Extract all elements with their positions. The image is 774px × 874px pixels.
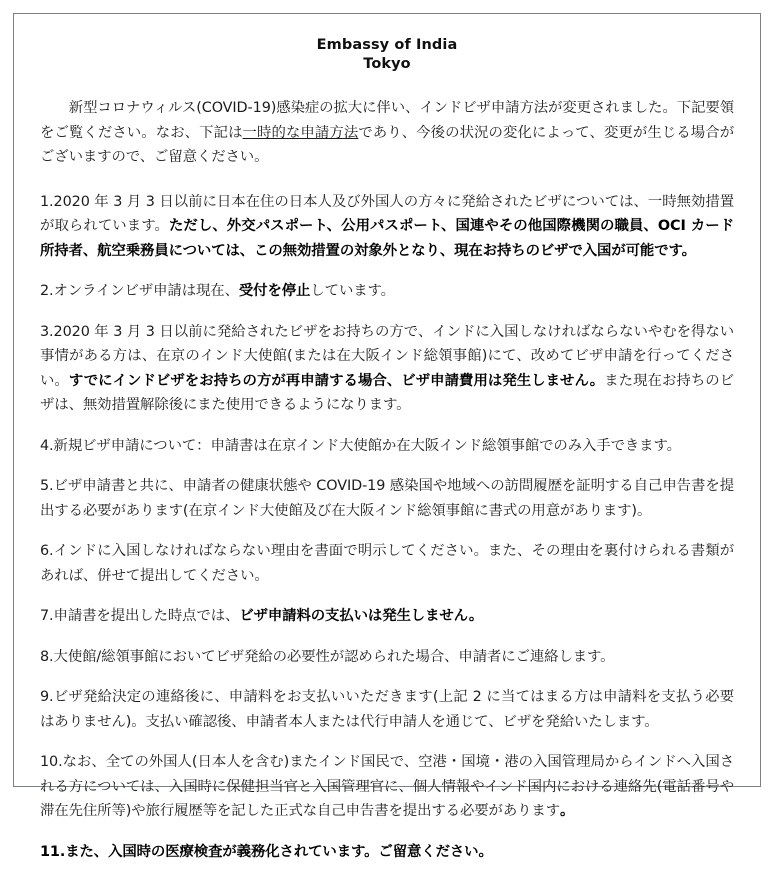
header-line-city: Tokyo — [363, 56, 411, 72]
list-item-8 — [40, 645, 734, 670]
list-item-10 — [40, 750, 734, 824]
item7-text-normal: 7.申請書を提出した時点では、 — [40, 608, 240, 624]
item7-text-bold: ビザ申請料の支払いは発生しません。 — [239, 608, 484, 624]
document-body — [14, 14, 760, 874]
list-item-11 — [40, 840, 734, 865]
list-item-3 — [40, 320, 734, 418]
item2-text-normal-b: しています。 — [310, 283, 395, 299]
item2-text-bold: 受付を停止 — [238, 283, 311, 299]
item2-text-normal-a: 2.オンラインビザ申請は現在、 — [40, 283, 239, 299]
item9-text: 9.ビザ発給決定の連絡後に、申請料をお支払いいただきます(上記 2 に当てはまる方は申請料を支払う必要はありません)。支払い確認後、申請者本人または代行申請人を通じて、ビザを発給いたします。 — [40, 689, 734, 730]
item10-text-normal: 10.なお、全ての外国人(日本人を含む)またインド国民で、空港・国境・港の入国管理局からインドへ入国される方については、入国時に保健担当官と入国管理官に、個人情報やインド国内における連絡先(電話番号や滞在先住所等)や旅行履歴等を記した正式な自己申告書を提出する必要があります — [40, 754, 734, 819]
item6-text: 6.インドに入国しなければならない理由を書面で明示してください。また、その理由を裏付けられる書類があれば、併せて提出してください。 — [40, 543, 734, 584]
intro-text-part2: であり、今後の状況の変化によって、変更が生じる場合がございますので、ご留意ください。 — [40, 124, 734, 165]
item3-text-bold: すでにインドビザをお持ちの方が再申請する場合、ビザ申請費用は発生しません。 — [68, 372, 605, 389]
list-item-4 — [40, 434, 734, 459]
item10-text-bold-period: 。 — [559, 803, 575, 819]
header-line-embassy: Embassy of India — [316, 37, 458, 53]
list-item-1 — [40, 190, 734, 264]
item1-text-normal: 1.2020 年 3 月 3 日以前に日本在住の日本人及び外国人の方々に発給されたビザについては、一時無効措置が取られています。 — [40, 193, 734, 234]
list-item-5 — [40, 474, 734, 523]
item3-text-normal-b: また現在お持ちのビザは、無効措置解除後にまた使用できるようになります。 — [40, 372, 734, 413]
item4-text: 4.新規ビザ申請について：申請書は在京インド大使館か在大阪インド総領事館でのみ入手できます。 — [40, 437, 681, 454]
document-header — [40, 36, 734, 74]
intro-text-part1: 新型コロナウィルス(COVID-19)感染症の拡大に伴い、インドビザ申請方法が変更されました。下記要領をご覧ください。なお、下記は — [40, 100, 734, 141]
item3-text-normal-a: 3.2020 年 3 月 3 日以前に発給されたビザをお持ちの方で、インドに入国しなければならないやむを得ない事情がある方は、在京のインド大使館(または在大阪インド総領事館)にて、改めてビザ申請を行ってください。 — [40, 323, 734, 389]
document-frame — [13, 13, 761, 860]
item5-text: 5.ビザ申請書と共に、申請者の健康状態や COVID-19 感染国や地域への訪問履歴を証明する自己申告書を提出する必要があります(在京インド大使館及び在大阪インド総領事館に書式の用意があります)。 — [40, 478, 734, 519]
intro-underlined-phrase: 一時的な申請方法 — [242, 124, 359, 141]
list-item-6 — [40, 539, 734, 588]
item11-text-bold: 11.また、入国時の医療検査が義務化されています。ご留意ください。 — [40, 843, 493, 860]
intro-paragraph — [40, 96, 734, 170]
item1-text-bold: ただし、外交パスポート、公用パスポート、国連やその他国際機関の職員、OCI カード所持者、航空乗務員については、この無効措置の対象外となり、現在お持ちのビザで入国が可能です。 — [40, 218, 734, 259]
item8-text: 8.大使館/総領事館においてビザ発給の必要性が認められた場合、申請者にご連絡します。 — [40, 648, 615, 665]
list-item-2 — [40, 279, 734, 304]
list-item-9 — [40, 685, 734, 734]
list-item-7 — [40, 604, 734, 629]
